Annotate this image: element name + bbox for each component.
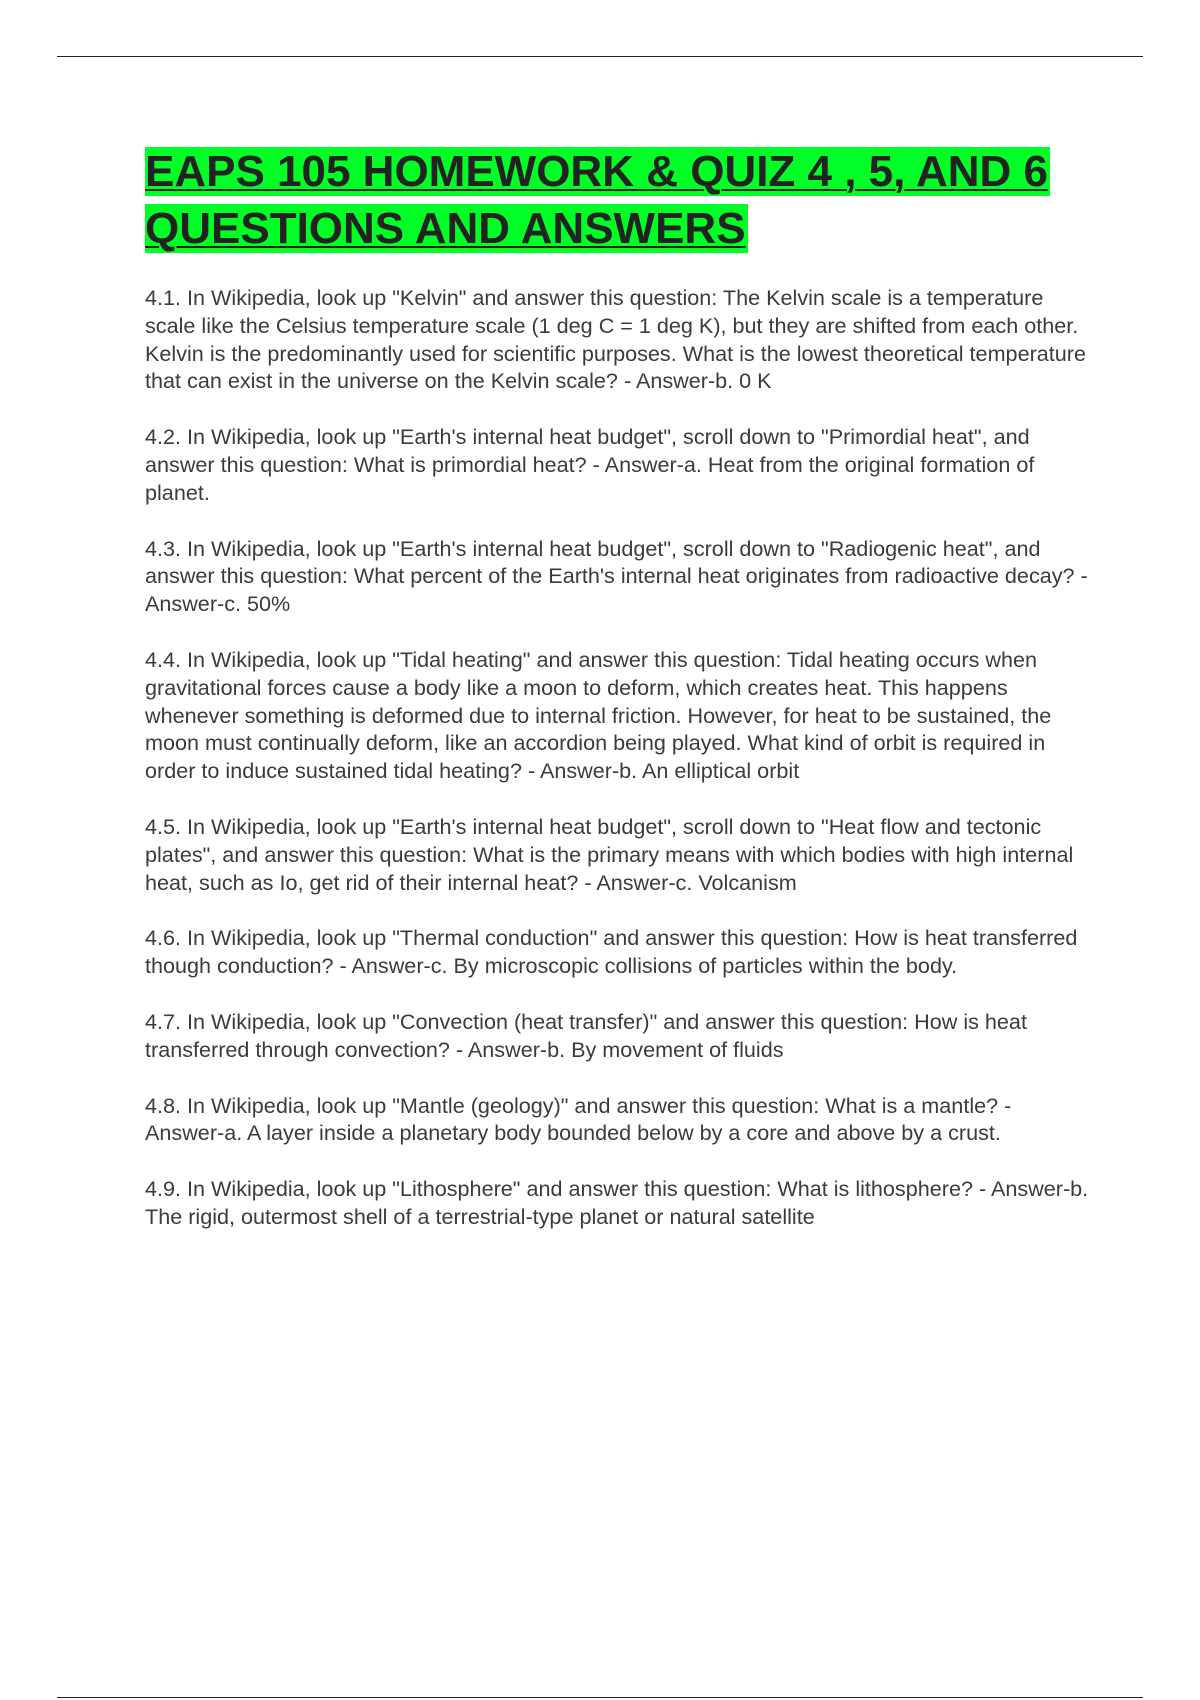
- footer-rule: [57, 1697, 1143, 1698]
- question-item-4-6: 4.6. In Wikipedia, look up "Thermal conduction" and answer this question: How is heat transferred though conduction? - Answer-c. By microscopic collisions of particles within the body.: [145, 925, 1078, 979]
- question-item-4-7: 4.7. In Wikipedia, look up "Convection (heat transfer)" and answer this question: How is heat transferred through convection? - Answer-b. By movement of fluids: [145, 1008, 1027, 1062]
- question-item-4-5: 4.5. In Wikipedia, look up "Earth's internal heat budget", scroll down to "Heat flow and tectonic plates", and answer this question: What is the primary means with which bodies with high internal heat, such as Io, get rid of their internal heat? - Answer-c. Volcanism: [145, 813, 1074, 895]
- question-item-4-8: 4.8. In Wikipedia, look up "Mantle (geology)" and answer this question: What is a mantle? - Answer-a. A layer inside a planetary body bounded below by a core and above by a crust.: [145, 1092, 1012, 1146]
- document-title-text: EAPS 105 HOMEWORK & QUIZ 4 , 5, AND 6 QUESTIONS AND ANSWERS: [145, 147, 1048, 253]
- question-item-4-4: 4.4. In Wikipedia, look up "Tidal heating" and answer this question: Tidal heating occurs when gravitational forces cause a body like a moon to deform, which creates heat. This happens whenever something is deformed due to internal friction. However, for heat to be sustained, the moon must continually deform, like an accordion being played. What kind of orbit is required in order to induce sustained tidal heating? - Answer-b. An elliptical orbit: [145, 646, 1052, 784]
- question-item-4-3: 4.3. In Wikipedia, look up "Earth's internal heat budget", scroll down to "Radiogenic heat", and answer this question: What percent of the Earth's internal heat originates from radioactive decay? - Answer-c. 50%: [145, 535, 1088, 617]
- question-item-4-2: 4.2. In Wikipedia, look up "Earth's internal heat budget", scroll down to "Primordial heat", and answer this question: What is primordial heat? - Answer-a. Heat from the original formation of planet.: [145, 424, 1035, 505]
- question-item-4-1: 4.1. In Wikipedia, look up "Kelvin" and answer this question: The Kelvin scale is a temperature scale like the Celsius temperature scale (1 deg C = 1 deg K), but they are shifted from each other. Kelvin is the predominantly used for scientific purposes. What is the lowest theoretical temperature that can exist in the universe on the Kelvin scale? - Answer-b. 0 K: [145, 285, 1086, 394]
- header-rule: [57, 56, 1143, 57]
- question-item-4-9: 4.9. In Wikipedia, look up "Lithosphere" and answer this question: What is lithosphere? - Answer-b. The rigid, outermost shell of a terrestrial-type planet or natural satellite: [145, 1176, 1089, 1229]
- question-list: [145, 284, 1093, 1259]
- document-title: [145, 143, 1085, 257]
